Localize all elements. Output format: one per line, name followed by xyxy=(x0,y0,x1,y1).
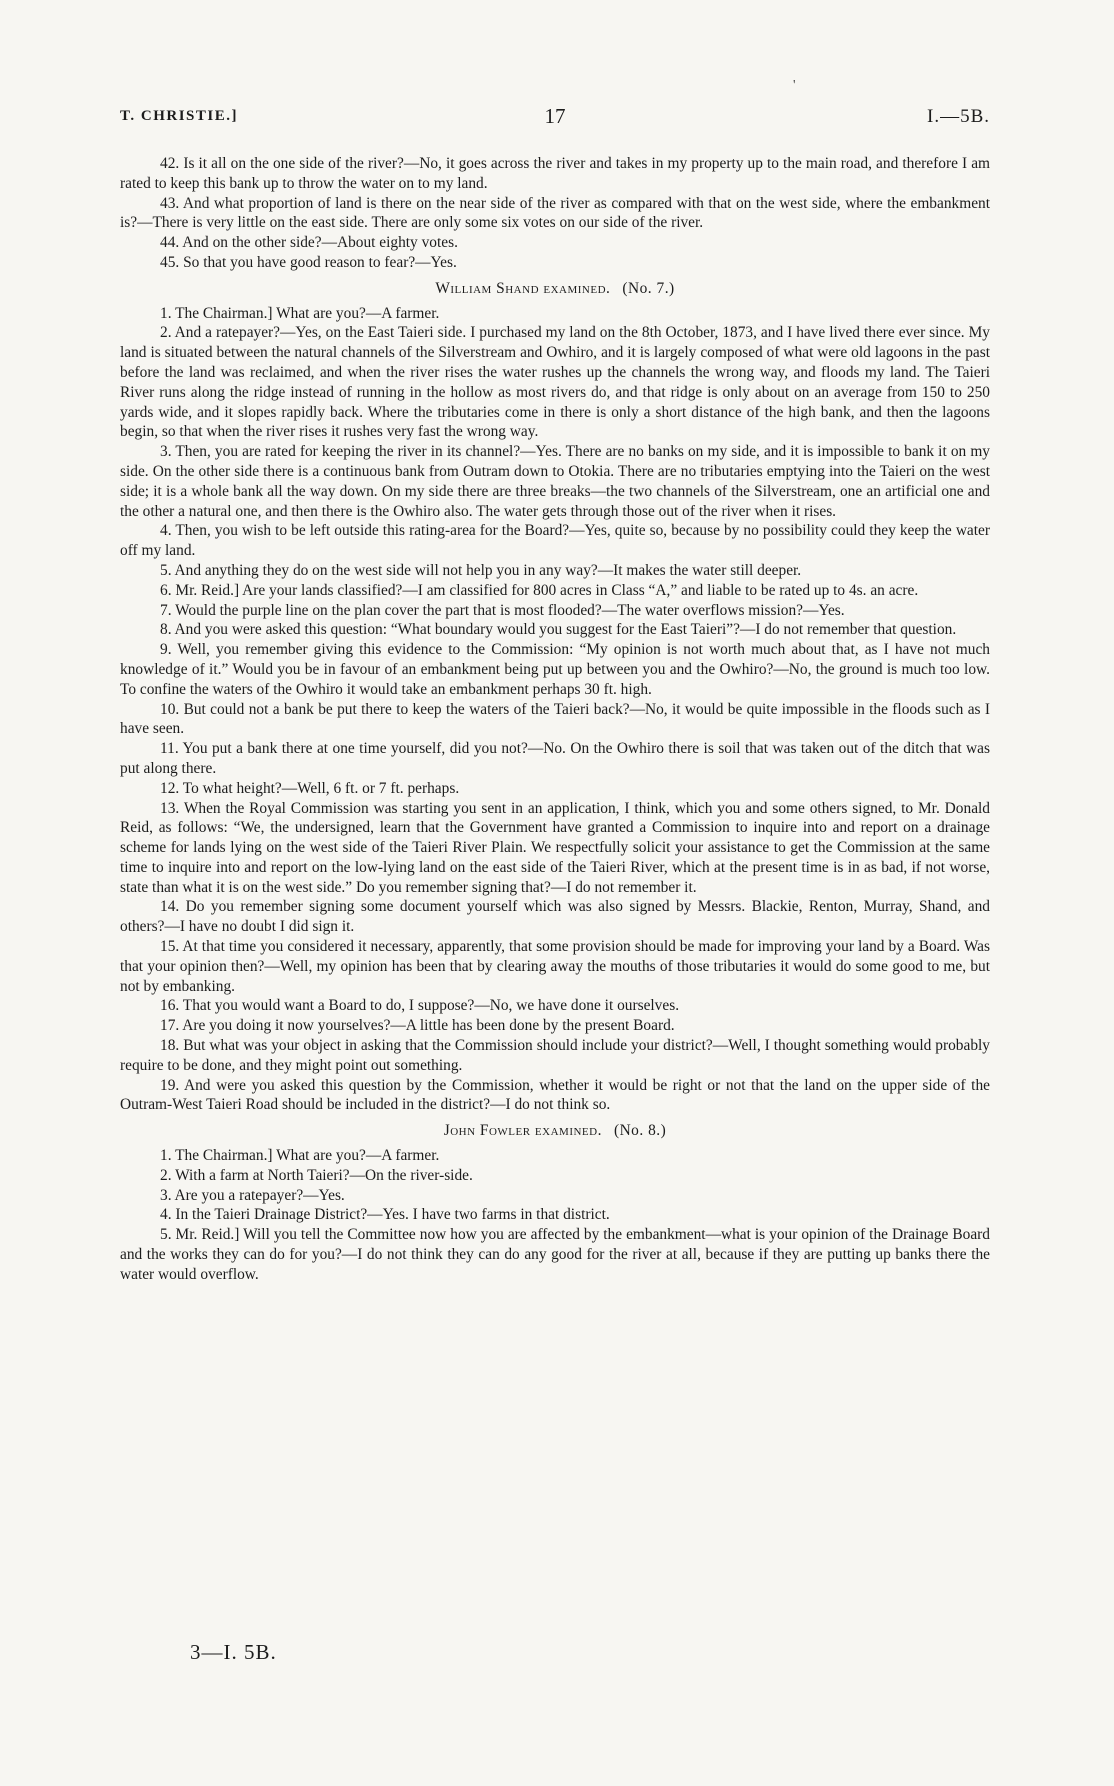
question-answer-paragraph: 4. In the Taieri Drainage District?—Yes. I have two farms in that district. xyxy=(160,1206,610,1224)
question-answer-paragraph: 5. Mr. Reid.] Will you tell the Committee now how you are affected by the embankment—what is your opinion of the Drainage Board and the works they can do for you?—I do not think they can do any good for the river at all, because if they are putting up banks there the water would overflow. xyxy=(120,1226,990,1283)
question-answer-paragraph: 1. The Chairman.] What are you?—A farmer. xyxy=(160,1147,440,1165)
question-answer-paragraph: 15. At that time you considered it necessary, apparently, that some provision should be made for improving your land by a Board. Was that your opinion then?—Well, my opinion has been that by clearing away the mouths of those tributaries it would do some good to me, but not by embanking. xyxy=(120,938,990,995)
question-answer-paragraph: 2. With a farm at North Taieri?—On the river-side. xyxy=(160,1166,473,1184)
witness-number: (No. 7.) xyxy=(622,279,675,297)
question-answer-paragraph: 42. Is it all on the one side of the river?—No, it goes across the river and takes in my property up to the main road, and therefore I am rated to keep this bank up to throw the water on to my land. xyxy=(120,155,990,192)
question-answer-paragraph: 12. To what height?—Well, 6 ft. or 7 ft. perhaps. xyxy=(160,779,460,797)
question-answer-paragraph: 8. And you were asked this question: “What boundary would you suggest for the East Taieri”?—I do not remember that question. xyxy=(160,621,957,639)
witness-name: William Shand examined. xyxy=(435,279,611,297)
document-body xyxy=(120,154,990,1285)
printer-signature: 3—I. 5B. xyxy=(190,1640,277,1664)
question-answer-paragraph: 11. You put a bank there at one time yourself, did you not?—No. On the Owhiro there is soil that was taken out of the ditch that was put along there. xyxy=(120,740,990,777)
question-answer-paragraph: 14. Do you remember signing some document yourself which was also signed by Messrs. Blackie, Renton, Murray, Shand, and others?—I have no doubt I did sign it. xyxy=(120,898,990,936)
header-witness: T. CHRISTIE.] xyxy=(120,108,238,124)
question-answer-paragraph: 18. But what was your object in asking that the Commission should include your district?—Well, I thought something would probably require to be done, and they might point out something. xyxy=(120,1037,990,1074)
page-header xyxy=(120,104,990,134)
witness-name: John Fowler examined. xyxy=(443,1122,602,1140)
question-answer-paragraph: 9. Well, you remember giving this evidence to the Commission: “My opinion is not worth much about that, as I have not much knowledge of it.” Would you be in favour of an embankment being put up between you and the Owhiro?—No, the ground is much too low. To confine the waters of the Owhiro it would take an embankment perhaps 30 ft. high. xyxy=(120,641,990,698)
question-answer-paragraph: 1. The Chairman.] What are you?—A farmer. xyxy=(160,304,440,322)
question-answer-paragraph: 17. Are you doing it now yourselves?—A little has been done by the present Board. xyxy=(160,1017,675,1035)
question-answer-paragraph: 4. Then, you wish to be left outside this rating-area for the Board?—Yes, quite so, because by no possibility could they keep the water off my land. xyxy=(120,522,990,560)
header-reference: I.—5B. xyxy=(927,106,990,127)
witness-number: (No. 8.) xyxy=(613,1122,667,1140)
question-answer-paragraph: 6. Mr. Reid.] Are your lands classified?—I am classified for 800 acres in Class “A,” and liable to be rated up to 4s. an acre. xyxy=(160,581,919,599)
question-answer-paragraph: 10. But could not a bank be put there to keep the waters of the Taieri back?—No, it would be quite impossible in the floods such as I have seen. xyxy=(120,700,990,738)
question-answer-paragraph: 5. And anything they do on the west side will not help you in any way?—It makes the water still deeper. xyxy=(160,561,802,579)
question-answer-paragraph: 44. And on the other side?—About eighty votes. xyxy=(160,234,458,252)
question-answer-paragraph: 45. So that you have good reason to fear?—Yes. xyxy=(160,253,457,271)
witness-heading xyxy=(120,1121,990,1141)
question-answer-paragraph: 43. And what proportion of land is there on the near side of the river as compared with that on the west side, where the embankment is?—There is very little on the east side. There are only some six votes on our side of the river. xyxy=(120,194,990,232)
page-number: 17 xyxy=(544,104,566,128)
question-answer-paragraph: 3. Then, you are rated for keeping the river in its channel?—Yes. There are no banks on my side, and it is impossible to bank it on my side. On the other side there is a continuous bank from Outram down to Otokia. There are no tributaries emptying into the Taieri on the west side; it is a whole bank all the way down. On my side there are three breaks—the two channels of the Silverstream, one an artificial one and the other a natural one, and then there is the Owhiro also. The water gets through those out of the river when it rises. xyxy=(120,443,990,520)
witness-heading xyxy=(120,279,990,299)
question-answer-paragraph: 3. Are you a ratepayer?—Yes. xyxy=(160,1186,345,1204)
question-answer-paragraph: 19. And were you asked this question by the Commission, whether it would be right or not that the land on the upper side of the Outram-West Taieri Road should be included in the district?—I do not think so. xyxy=(120,1076,990,1114)
corner-mark: ' xyxy=(793,78,796,93)
question-answer-paragraph: 13. When the Royal Commission was starting you sent in an application, I think, which you and some others signed, to Mr. Donald Reid, as follows: “We, the undersigned, learn that the Government have granted a Commission to inquire into and report on a drainage scheme for lands lying on the west side of the Taieri River Plain. We respectfully solicit your assistance to get the Commission at the same time to inquire into and report on the low-lying land on the east side of the Taieri River, which at the present time is in as bad, if not worse, state than what it is on the west side.” Do you remember signing that?—I do not remember it. xyxy=(120,799,990,896)
question-answer-paragraph: 7. Would the purple line on the plan cover the part that is most flooded?—The water overflows mission?—Yes. xyxy=(160,601,845,619)
question-answer-paragraph: 2. And a ratepayer?—Yes, on the East Taieri side. I purchased my land on the 8th October, 1873, and I have lived there ever since. My land is situated between the natural channels of the Silverstream and Owhiro, and it is largely composed of what were old lagoons in the past before the land was reclaimed, and when the river rises the water rushes up the channels the wrong way, and floods my land. The Taieri River runs along the ridge instead of running in the hollow as most rivers do, and that ridge is only about on an average from 150 to 250 yards wide, and it slopes rapidly back. Where the tributaries come in there is only a short distance of the high bank, and then the lagoons begin, so that when the river rises it rushes very fast the wrong way. xyxy=(120,324,990,441)
question-answer-paragraph: 16. That you would want a Board to do, I suppose?—No, we have done it ourselves. xyxy=(160,997,680,1015)
